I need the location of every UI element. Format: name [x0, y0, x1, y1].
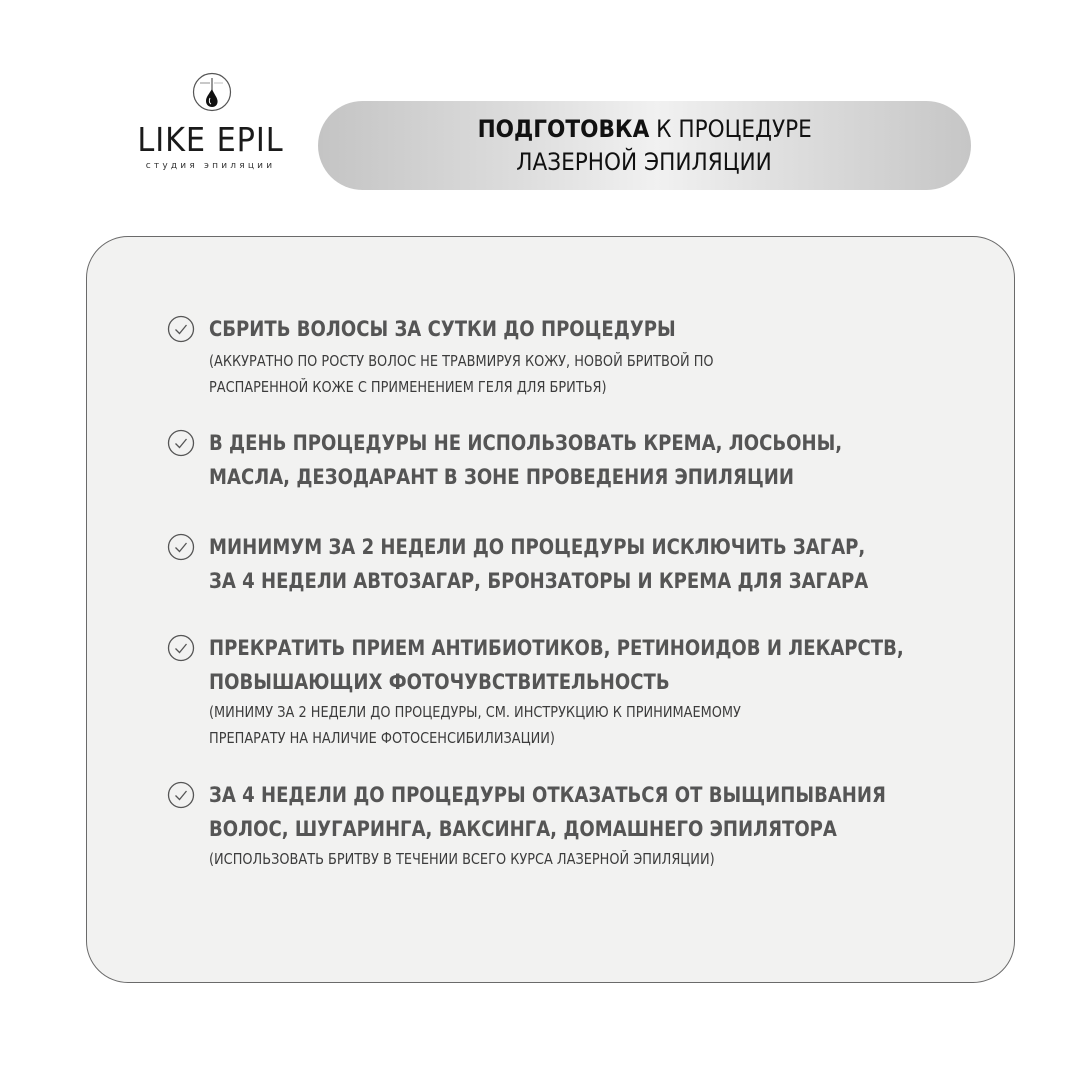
item-note-text: ПРЕПАРАТУ НА НАЛИЧИЕ ФОТОСЕНСИБИЛИЗАЦИИ): [209, 729, 555, 747]
check-circle-icon: [167, 533, 195, 561]
check-circle-icon: [167, 634, 195, 662]
checklist-card: [86, 236, 1015, 983]
title-line-2: ЛАЗЕРНОЙ ЭПИЛЯЦИИ: [516, 147, 773, 176]
item-main-text: ВОЛОС, ШУГАРИНГА, ВАКСИНГА, ДОМАШНЕГО ЭПИЛЯТОРА: [209, 817, 837, 841]
item-main-text: СБРИТЬ ВОЛОСЫ ЗА СУТКИ ДО ПРОЦЕДУРЫ: [209, 317, 676, 341]
check-circle-icon: [167, 781, 195, 809]
page-title: [318, 101, 971, 190]
item-note-text: (ИСПОЛЬЗОВАТЬ БРИТВУ В ТЕЧЕНИИ ВСЕГО КУРСА ЛАЗЕРНОЙ ЭПИЛЯЦИИ): [209, 850, 715, 868]
brand-logo: [128, 70, 293, 180]
brand-subtitle: студия эпиляции: [145, 161, 276, 171]
item-main-text: ЗА 4 НЕДЕЛИ АВТОЗАГАР, БРОНЗАТОРЫ И КРЕМА ДЛЯ ЗАГАРА: [209, 569, 869, 593]
hair-follicle-drop-icon: [192, 72, 232, 112]
item-main-text: МАСЛА, ДЕЗОДАРАНТ В ЗОНЕ ПРОВЕДЕНИЯ ЭПИЛЯЦИИ: [209, 465, 794, 489]
check-circle-icon: [167, 429, 195, 457]
title-line-1: [477, 113, 811, 146]
item-note-text: (МИНИМУ ЗА 2 НЕДЕЛИ ДО ПРОЦЕДУРЫ, СМ. ИНСТРУКЦИЮ К ПРИНИМАЕМОМУ: [209, 703, 741, 721]
brand-name: LIKE EPIL: [137, 120, 284, 159]
item-note-text: (АККУРАТНО ПО РОСТУ ВОЛОС НЕ ТРАВМИРУЯ КОЖУ, НОВОЙ БРИТВОЙ ПО: [209, 352, 714, 370]
item-main-text: В ДЕНЬ ПРОЦЕДУРЫ НЕ ИСПОЛЬЗОВАТЬ КРЕМА, ЛОСЬОНЫ,: [209, 431, 843, 455]
item-note-text: РАСПАРЕННОЙ КОЖЕ С ПРИМЕНЕНИЕМ ГЕЛЯ ДЛЯ БРИТЬЯ): [209, 378, 607, 396]
item-main-text: ЗА 4 НЕДЕЛИ ДО ПРОЦЕДУРЫ ОТКАЗАТЬСЯ ОТ ВЫЩИПЫВАНИЯ: [209, 783, 886, 807]
item-main-text: МИНИМУМ ЗА 2 НЕДЕЛИ ДО ПРОЦЕДУРЫ ИСКЛЮЧИТЬ ЗАГАР,: [209, 535, 866, 559]
title-bold: ПОДГОТОВКА: [477, 114, 650, 143]
item-main-text: ПРЕКРАТИТЬ ПРИЕМ АНТИБИОТИКОВ, РЕТИНОИДОВ И ЛЕКАРСТВ,: [209, 636, 904, 660]
check-circle-icon: [167, 315, 195, 343]
item-main-text: ПОВЫШАЮЩИХ ФОТОЧУВСТВИТЕЛЬНОСТЬ: [209, 670, 670, 694]
title-rest: К ПРОЦЕДУРЕ: [649, 114, 812, 143]
